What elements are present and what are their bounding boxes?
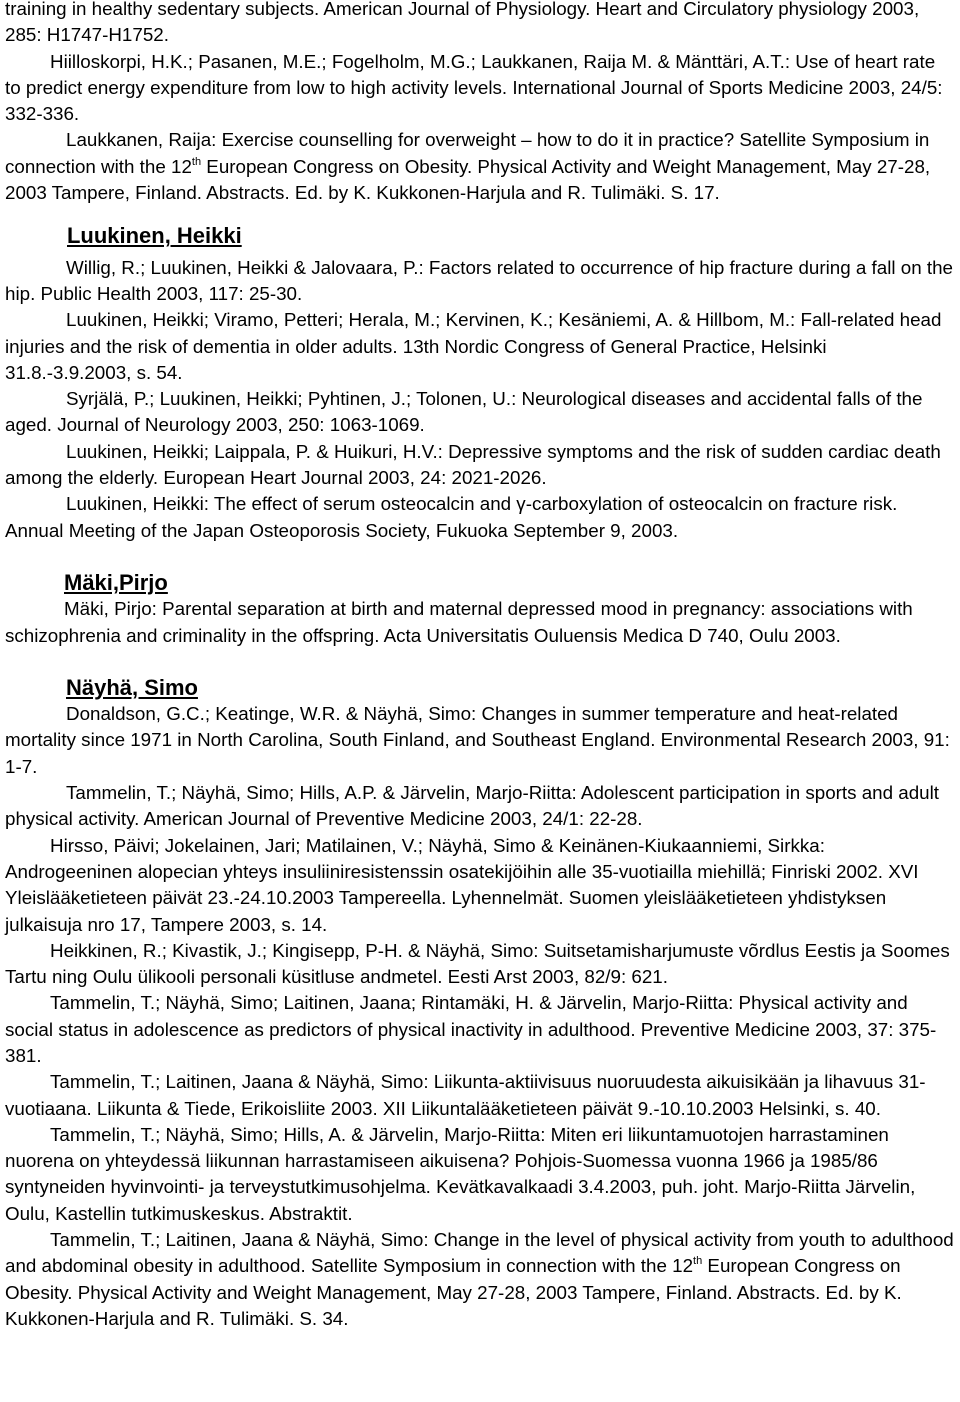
reference-entry: Hirsso, Päivi; Jokelainen, Jari; Matilainen, V.; Näyhä, Simo & Keinänen-Kiukaanniemi, Sirkka: Androgeeninen alopecian yhteys insuliiniresistenssin osatekijöihin alle 35-vuotiailla miehillä; Finriski 2002. XVI Yleislääketieteen päivät 23.-24.10.2003 Tampereella. Lyhennelmät. Suomen yleislääketieteen yhdistyksen julkaisuja nro 17, Tampere 2003, s. 14. <box>5 834 919 935</box>
top-continuation <box>5 0 960 206</box>
reference-entry: Heikkinen, R.; Kivastik, J.; Kingisepp, P-H. & Näyhä, Simo: Suitsetamisharjumuste võrdlus Eestis ja Soomes Tartu ning Oulu ülikooli personali küsitluse andmetel. Eesti Arst 2003, 82/9: 621. <box>5 939 950 988</box>
continued-reference: training in healthy sedentary subjects. American Journal of Physiology. Heart and Circulatory physiology 2003, 285: H1747-H1752. <box>5 0 920 46</box>
reference-entry: Tammelin, T.; Näyhä, Simo; Hills, A.P. & Järvelin, Marjo-Riitta: Adolescent participation in sports and adult physical activity. American Journal of Preventive Medicine 2003, 24/1: 22-28. <box>5 782 940 830</box>
reference-entry: Tammelin, T.; Näyhä, Simo; Hills, A. & Järvelin, Marjo-Riitta: Miten eri liikuntamuotojen harrastaminen nuorena on yhteydessä liikunnan harrastamiseen aikuisena? Pohjois-Suomessa vuonna 1966 ja 1985/86 syntyneiden hyvinvointi- ja terveystutkimusohjelma. Kevätkavalkaadi 3.4.2003, puh. joht. Marjo-Riitta Järvelin, Oulu, Kastellin tutkimuskeskus. Abstraktit. <box>5 1123 916 1224</box>
reference-entry: Hiilloskorpi, H.K.; Pasanen, M.E.; Fogelholm, M.G.; Laukkanen, Raija M. & Mänttäri, A.T.: Use of heart rate to predict energy expenditure from low to high activity levels. International Journal of Sports Medicine 2003, 24/5: 332-336. <box>5 50 943 125</box>
reference-entry-laukkanen <box>5 127 960 206</box>
reference-entry: Luukinen, Heikki: The effect of serum osteocalcin and γ-carboxylation of osteocalcin on fracture risk. Annual Meeting of the Japan Osteoporosis Society, Fukuoka September 9, 2003. <box>5 493 898 541</box>
reference-entry: Syrjälä, P.; Luukinen, Heikki; Pyhtinen, J.; Tolonen, U.: Neurological diseases and accidental falls of the aged. Journal of Neurology 2003, 250: 1063-1069. <box>5 388 923 436</box>
reference-entry: Mäki, Pirjo: Parental separation at birth and maternal depressed mood in pregnancy: associations with schizophrenia and criminality in the offspring. Acta Universitatis Ouluensis Medica D 740, Oulu 2003. <box>5 598 913 646</box>
author-heading: Mäki,Pirjo <box>64 569 168 595</box>
reference-entry: Luukinen, Heikki; Viramo, Petteri; Herala, M.; Kervinen, K.; Kesäniemi, A. & Hillbom, M.: Fall-related head injuries and the risk of dementia in older adults. 13th Nordic Congress of General Practice, Helsinki 31.8.-3.9.2003, s. 54. <box>5 309 942 383</box>
superscript: th <box>191 155 202 168</box>
reference-text: Tammelin, T.; Laitinen, Jaana & Näyhä, Simo: Change in the level of physical activity from youth to adulthood and abdominal obesity in adulthood. Satellite Symposium in connection with the 12 <box>5 1229 954 1277</box>
author-heading: Luukinen, Heikki <box>67 223 242 249</box>
reference-text: Laukkanen, Raija: Exercise counselling for overweight – how to do it in practice? Satellite Symposium in connection with the 12 <box>5 129 930 177</box>
reference-entry: Tammelin, T.; Näyhä, Simo; Laitinen, Jaana; Rintamäki, H. & Järvelin, Marjo-Riitta: Physical activity and social status in adolescence as predictors of physical inactivity in adulthood. Preventive Medicine 2003, 37: 375-381. <box>5 992 937 1066</box>
reference-entry: Willig, R.; Luukinen, Heikki & Jalovaara, P.: Factors related to occurrence of hip fracture during a fall on the hip. Public Health 2003, 117: 25-30. <box>5 256 953 304</box>
author-heading: Näyhä, Simo <box>66 674 198 700</box>
section-luukinen <box>5 223 960 544</box>
reference-entry: Tammelin, T.; Laitinen, Jaana & Näyhä, Simo: Liikunta-aktiivisuus nuoruudesta aikuisikään ja lihavuus 31-vuotiaana. Liikunta & Tiede, Erikoisliite 2003. XII Liikuntalääketieteen päivät 9.-10.10.2003 Helsinki, s. 40. <box>5 1071 926 1119</box>
reference-text: European Congress on Obesity. Physical Activity and Weight Management, May 27-28, 2003 Tampere, Finland. Abstracts. Ed. by K. Kukkonen-Harjula and R. Tulimäki. S. 34. <box>5 1255 902 1329</box>
section-nayha <box>5 675 960 1332</box>
reference-text: European Congress on Obesity. Physical Activity and Weight Management, May 27-28, 2003 Tampere, Finland. Abstracts. Ed. by K. Kukkonen-Harjula and R. Tulimäki. S. 17. <box>5 155 931 204</box>
reference-entry-last <box>5 1227 960 1332</box>
reference-entry: Donaldson, G.C.; Keatinge, W.R. & Näyhä, Simo: Changes in summer temperature and heat-related mortality since 1971 in North Carolina, South Finland, and Southeast England. Environmental Research 2003, 91: 1-7. <box>5 703 950 777</box>
reference-entry: Luukinen, Heikki; Laippala, P. & Huikuri, H.V.: Depressive symptoms and the risk of sudden cardiac death among the elderly. European Heart Journal 2003, 24: 2021-2026. <box>5 440 941 489</box>
section-maki <box>5 570 960 649</box>
superscript: th <box>693 1255 703 1268</box>
